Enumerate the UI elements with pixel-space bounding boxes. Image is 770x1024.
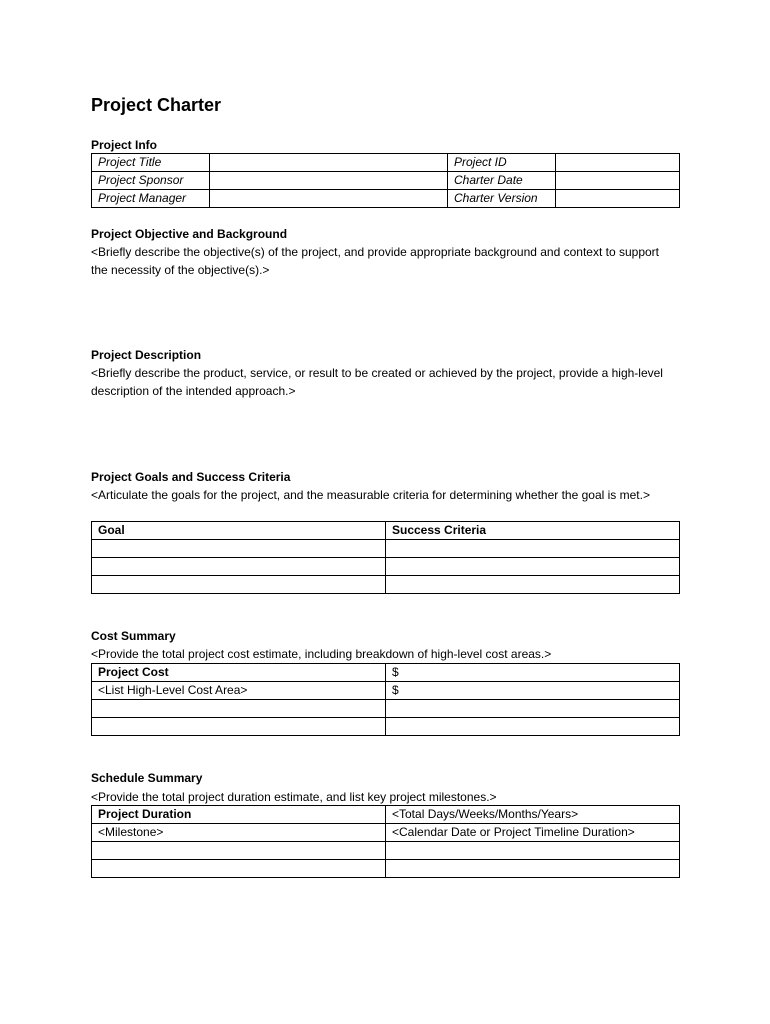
project-id-field[interactable] [556,154,680,172]
success-criteria-column-header: Success Criteria [386,522,680,540]
project-info-heading: Project Info [91,138,158,152]
project-title-field[interactable] [210,154,448,172]
cost-amount-cell[interactable]: $ [386,682,680,700]
milestone-cell[interactable] [92,842,386,860]
success-criteria-cell[interactable] [386,540,680,558]
table-row [92,682,680,700]
schedule-table [91,805,680,878]
cost-amount-cell[interactable] [386,700,680,718]
table-row [92,154,680,172]
goals-heading: Project Goals and Success Criteria [91,470,291,484]
goals-table [91,521,680,594]
cost-description: <Provide the total project cost estimate, including breakdown of high-level cost areas.> [91,647,552,661]
charter-date-label: Charter Date [448,172,556,190]
objective-heading: Project Objective and Background [91,227,288,241]
goals-description: <Articulate the goals for the project, and the measurable criteria for determining whether the goal is met.> [91,488,650,502]
cost-area-cell[interactable]: <List High-Level Cost Area> [92,682,386,700]
project-duration-header: Project Duration [92,806,386,824]
table-row [92,576,680,594]
description-heading: Project Description [91,348,202,362]
schedule-description: <Provide the total project duration estimate, and list key project milestones.> [91,790,497,804]
project-sponsor-field[interactable] [210,172,448,190]
document-title: Project Charter [91,95,222,115]
project-cost-header: Project Cost [92,664,386,682]
charter-version-field[interactable] [556,190,680,208]
table-header-row [92,806,680,824]
cost-heading: Cost Summary [91,629,176,643]
goal-cell[interactable] [92,558,386,576]
project-info-table [91,153,680,208]
success-criteria-cell[interactable] [386,576,680,594]
project-duration-value[interactable]: <Total Days/Weeks/Months/Years> [386,806,680,824]
objective-description: <Briefly describe the objective(s) of the project, and provide appropriate background and context to support the necessity of the objective(s).> [91,245,660,277]
table-header-row [92,522,680,540]
project-title-label: Project Title [92,154,210,172]
table-row [92,190,680,208]
project-sponsor-label: Project Sponsor [92,172,210,190]
table-row [92,558,680,576]
goal-column-header: Goal [92,522,386,540]
schedule-heading: Schedule Summary [91,771,203,785]
milestone-date-cell[interactable]: <Calendar Date or Project Timeline Duration> [386,824,680,842]
milestone-cell[interactable]: <Milestone> [92,824,386,842]
charter-date-field[interactable] [556,172,680,190]
success-criteria-cell[interactable] [386,558,680,576]
table-row [92,842,680,860]
project-id-label: Project ID [448,154,556,172]
table-row [92,700,680,718]
goal-cell[interactable] [92,540,386,558]
description-text: <Briefly describe the product, service, or result to be created or achieved by the project, provide a high-level description of the intended approach.> [91,366,663,398]
milestone-date-cell[interactable] [386,842,680,860]
table-row [92,718,680,736]
table-row [92,860,680,878]
table-row [92,540,680,558]
table-header-row [92,664,680,682]
table-row [92,824,680,842]
cost-area-cell[interactable] [92,718,386,736]
goal-cell[interactable] [92,576,386,594]
cost-amount-cell[interactable] [386,718,680,736]
project-cost-total[interactable]: $ [386,664,680,682]
milestone-cell[interactable] [92,860,386,878]
table-row [92,172,680,190]
project-manager-label: Project Manager [92,190,210,208]
milestone-date-cell[interactable] [386,860,680,878]
cost-table [91,663,680,736]
project-manager-field[interactable] [210,190,448,208]
cost-area-cell[interactable] [92,700,386,718]
charter-version-label: Charter Version [448,190,556,208]
